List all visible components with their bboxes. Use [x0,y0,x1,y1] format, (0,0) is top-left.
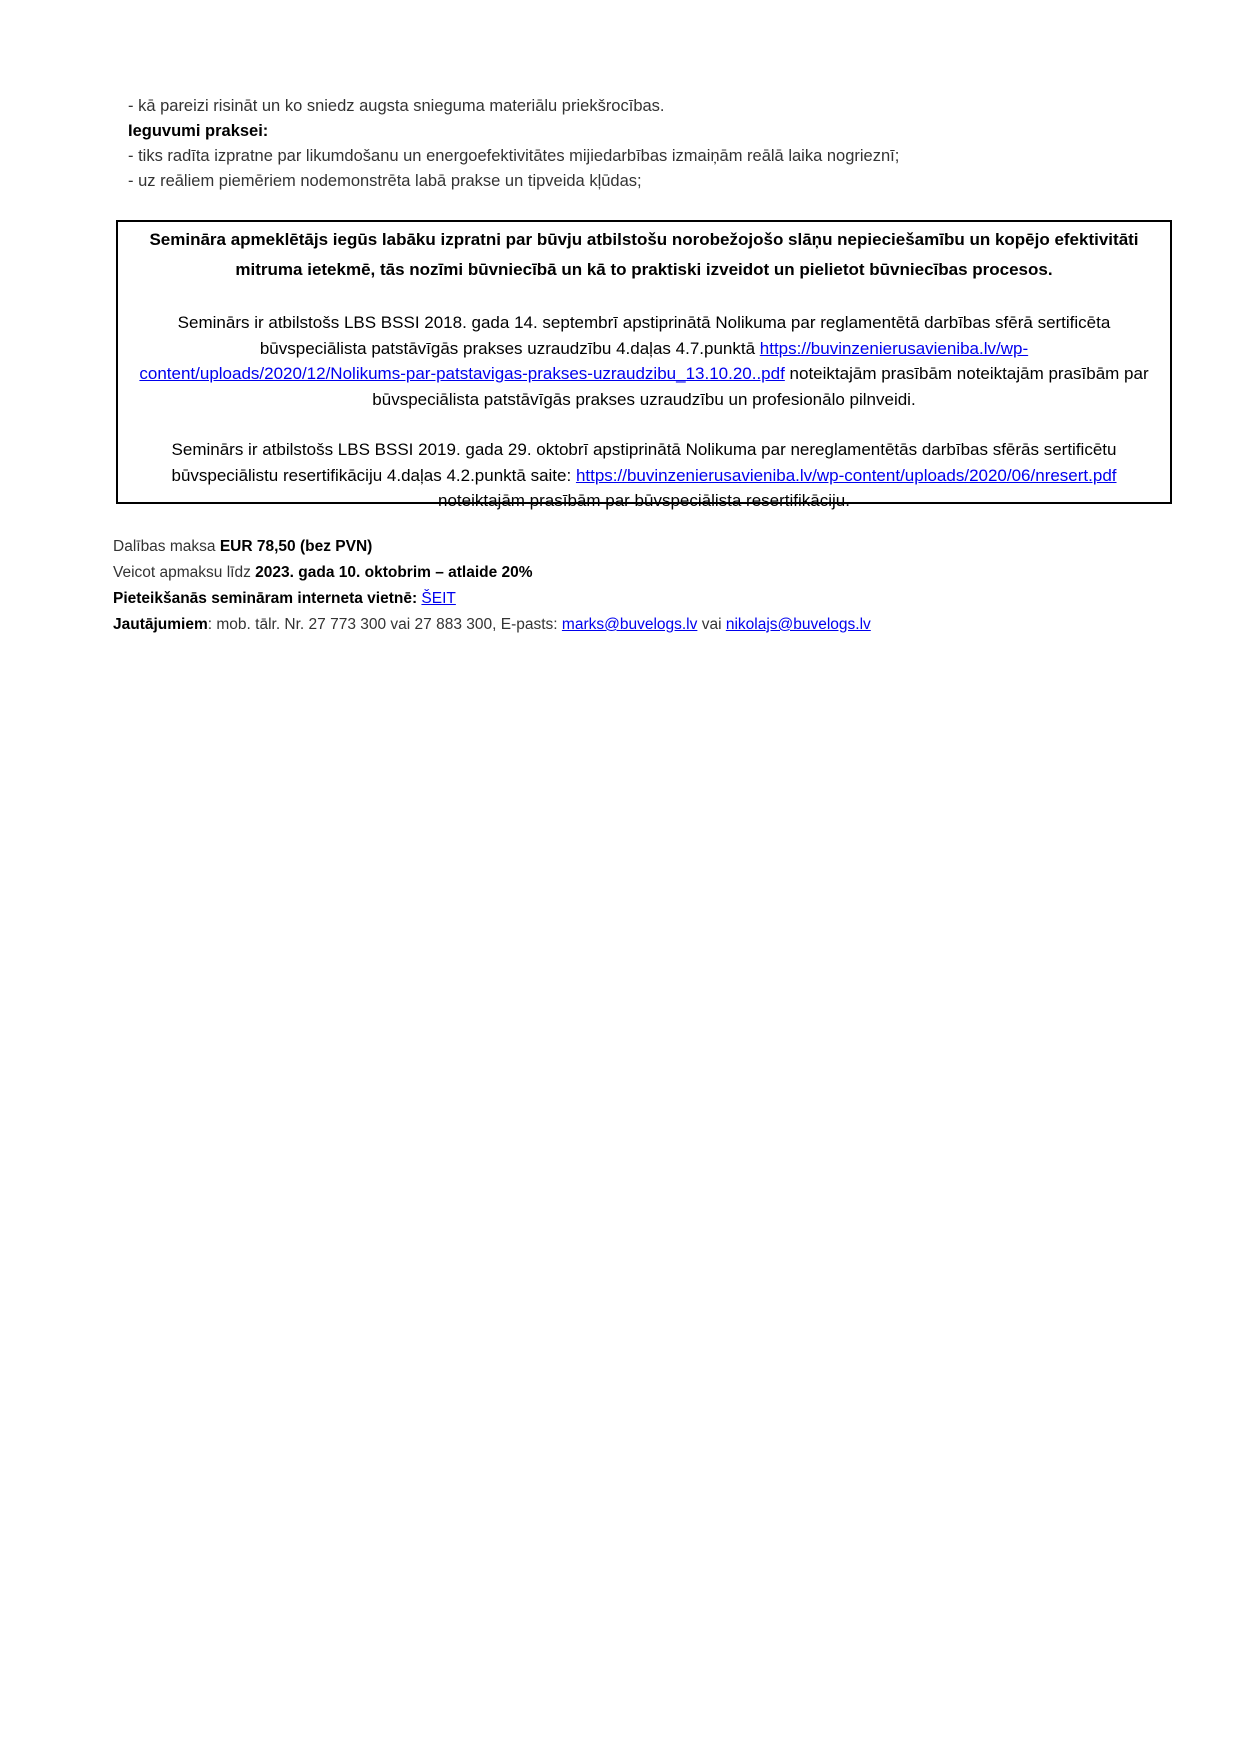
discount-label: Veicot apmaksu līdz [113,564,256,581]
email-link-marks[interactable]: marks@buvelogs.lv [561,616,698,633]
signup-line [113,588,456,610]
discount-value: 2023. gada 10. oktobrim – atlaide 20% [255,564,533,581]
fee-line [113,536,372,558]
seminar-info-box [116,220,1172,510]
questions-text: : mob. tālr. Nr. 27 773 300 vai 27 883 300, E-pasts: [207,616,562,633]
discount-line [113,562,533,584]
or-text: vai [697,616,726,633]
contact-line [113,614,871,636]
intro-bullet-2: - tiks radīta izpratne par likumdošanu un energoefektivitātes mijiedarbības izmaiņām reālā laika nogrieznī; [128,147,900,165]
compliance-2018-text: Seminārs ir atbilstošs LBS BSSI 2018. gada 14. septembrī apstiprinātā Nolikuma par reglamentētā darbības sfērā sertificēta būvspeciālista patstāvīgās prakses uzraudzību 4.daļas 4.7.punktā [177,313,1111,358]
compliance-2019-text: Seminārs ir atbilstošs LBS BSSI 2019. gada 29. oktobrī apstiprinātā Nolikuma par nereglamentētās darbības sfērās sertificētu būvspeciālistu resertifikāciju 4.daļas 4.2.punktā saite: [171,440,1117,485]
intro-bullet-3: - uz reāliem piemēriem nodemonstrēta labā prakse un tipveida kļūdas; [128,172,642,190]
compliance-paragraph-2019 [132,437,1156,514]
regulation-2019-link[interactable]: https://buvinzenierusavieniba.lv/wp-content/uploads/2020/06/nresert.pdf [575,465,1117,485]
signup-label: Pieteikšanās semināram interneta vietnē: [113,590,422,607]
signup-link[interactable]: ŠEIT [421,590,456,607]
regulation-2018-link[interactable]: https://buvinzenierusavieniba.lv/wp-content/uploads/2020/12/Nolikums-par-patstavigas-prakses-uzraudzibu_13.10.20..pdf [139,338,1029,383]
compliance-2019-text-end: noteiktajām prasībām par būvspeciālista resertifikāciju. [438,491,850,510]
fee-label: Dalības maksa [113,538,220,555]
questions-label: Jautājumiem [113,616,208,633]
seminar-summary: Semināra apmeklētājs iegūs labāku izpratni par būvju atbilstošu norobežojošo slāņu nepieciešamību un kopējo efektivitāti mitruma ietekmē, tās nozīmi būvniecībā un kā to praktiski izveidot un pielietot būvniecības procesos. [149,230,1139,279]
compliance-paragraph-2018 [132,310,1156,412]
fee-value: EUR 78,50 (bez PVN) [219,538,373,555]
benefits-heading: Ieguvumi praksei: [128,122,269,140]
email-link-nikolajs[interactable]: nikolajs@buvelogs.lv [725,616,871,633]
compliance-2018-text-end: noteiktajām prasībām noteiktajām prasībām par būvspeciālista patstāvīgās prakses uzraudzību un profesionālo pilnveidi. [372,364,1149,409]
intro-bullet-1: - kā pareizi risināt un ko sniedz augsta snieguma materiālu priekšrocības. [128,97,665,115]
